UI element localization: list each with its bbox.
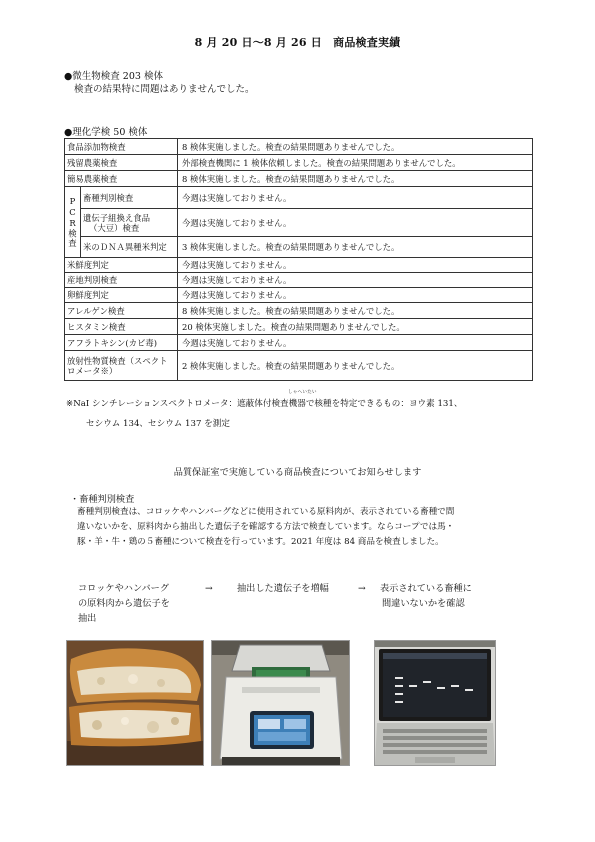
table-row [65, 139, 533, 155]
inspection-result: 8 検体実施しました。検査の結果問題ありませんでした。 [178, 171, 533, 187]
micro-heading: ●微生物検査 203 検体 [64, 71, 163, 82]
livestock-line-2: 違いないかを、原料肉から抽出した遺伝子を確認する方法で検査しています。ならコープでは馬・ [77, 522, 455, 532]
flow-arrow-1: → [205, 583, 213, 594]
table-row [65, 351, 533, 381]
table-row [65, 171, 533, 187]
pcr-group-label: PCR検査 [65, 187, 81, 258]
flow-step-1 [78, 581, 170, 626]
inspection-item: アフラトキシン(カビ毒) [65, 335, 178, 351]
croquette-image [67, 641, 203, 765]
inspection-result: 今週は実施しておりません。 [178, 288, 533, 303]
inspection-item-line: 遺伝子組換え食品 [83, 212, 150, 223]
inspection-item: 残留農薬検査 [65, 155, 178, 171]
table-row [65, 237, 533, 258]
inspection-item: ヒスタミン検査 [65, 319, 178, 335]
inspection-result: 20 検体実施しました。検査の結果問題ありませんでした。 [178, 319, 533, 335]
table-row [65, 273, 533, 288]
inspection-result: 8 検体実施しました。検査の結果問題ありませんでした。 [178, 303, 533, 319]
footnote-ruby: しゃへいたい [288, 390, 317, 395]
inspection-result: 外部検査機関に 1 検体依頼しました。検査の結果問題ありませんでした。 [178, 155, 533, 171]
laptop-gel-photo [374, 640, 496, 766]
inspection-result: 今週は実施しておりません。 [178, 209, 533, 237]
flow-step-3-line: 表示されている畜種に [380, 583, 472, 594]
laptop-gel-image [375, 641, 495, 765]
table-row [65, 209, 533, 237]
inspection-item: 卵鮮度判定 [65, 288, 178, 303]
flow-step-1-line: の原料肉から遺伝子を [78, 598, 170, 609]
inspection-item-line: （大豆）検査 [89, 222, 140, 233]
thermal-cycler-photo [211, 640, 350, 766]
footnote-line-2: セシウム 134、セシウム 137 を測定 [86, 419, 230, 429]
inspection-item: 畜種判別検査 [81, 187, 178, 209]
physchem-heading: ●理化学検 50 検体 [64, 127, 148, 138]
inspection-result: 2 検体実施しました。検査の結果問題ありませんでした。 [178, 351, 533, 381]
flow-step-3 [380, 581, 472, 611]
table-row [65, 335, 533, 351]
flow-arrow-2: → [358, 583, 366, 594]
croquette-photo [66, 640, 204, 766]
inspection-item-line: ロメータ※） [67, 365, 118, 376]
inspection-result: 8 検体実施しました。検査の結果問題ありませんでした。 [178, 139, 533, 155]
inspection-table [64, 138, 533, 381]
notice-heading: 品質保証室で実施している商品検査についてお知らせします [173, 467, 422, 478]
flow-step-3-line: 間違いないかを確認 [382, 598, 465, 609]
inspection-item [81, 209, 178, 237]
inspection-item-line: 放射性物質検査（スペクト [67, 355, 168, 366]
flow-step-1-line: 抽出 [78, 613, 97, 624]
inspection-item: 食品添加物検査 [65, 139, 178, 155]
table-row [65, 319, 533, 335]
inspection-result: 今週は実施しておりません。 [178, 273, 533, 288]
inspection-item [65, 351, 178, 381]
inspection-item: 米鮮度判定 [65, 258, 178, 273]
flow-step-2: 抽出した遺伝子を増幅 [237, 583, 329, 594]
inspection-item: 米のＤＮＡ異種米判定 [81, 237, 178, 258]
livestock-heading: ・畜種判別検査 [70, 494, 135, 505]
table-row [65, 187, 533, 209]
table-row [65, 155, 533, 171]
livestock-line-3: 豚・羊・牛・鶏の５畜種について検査を行っています。2021 年度は 84 商品を検査しました。 [77, 537, 444, 547]
footnote-line-1: ※NaI シンチレーションスペクトロメータ：遮蔽体付検査機器で核種を特定できるもの：ヨウ素 131、 [66, 399, 463, 409]
inspection-item: アレルゲン検査 [65, 303, 178, 319]
table-row [65, 288, 533, 303]
flow-step-1-line: コロッケやハンバーグ [78, 583, 170, 594]
inspection-item: 産地判別検査 [65, 273, 178, 288]
table-row [65, 258, 533, 273]
inspection-result: 3 検体実施しました。検査の結果問題ありませんでした。 [178, 237, 533, 258]
inspection-result: 今週は実施しておりません。 [178, 258, 533, 273]
inspection-result: 今週は実施しておりません。 [178, 335, 533, 351]
table-row [65, 303, 533, 319]
livestock-line-1: 畜種判別検査は、コロッケやハンバーグなどに使用されている原料肉が、表示されている畜種で間 [77, 507, 455, 517]
inspection-item: 簡易農薬検査 [65, 171, 178, 187]
page-title: 8 月 20 日〜8 月 26 日 商品検査実績 [194, 36, 401, 49]
micro-body: 検査の結果特に問題はありませんでした。 [74, 84, 255, 95]
thermal-cycler-image [212, 641, 349, 765]
inspection-result: 今週は実施しておりません。 [178, 187, 533, 209]
